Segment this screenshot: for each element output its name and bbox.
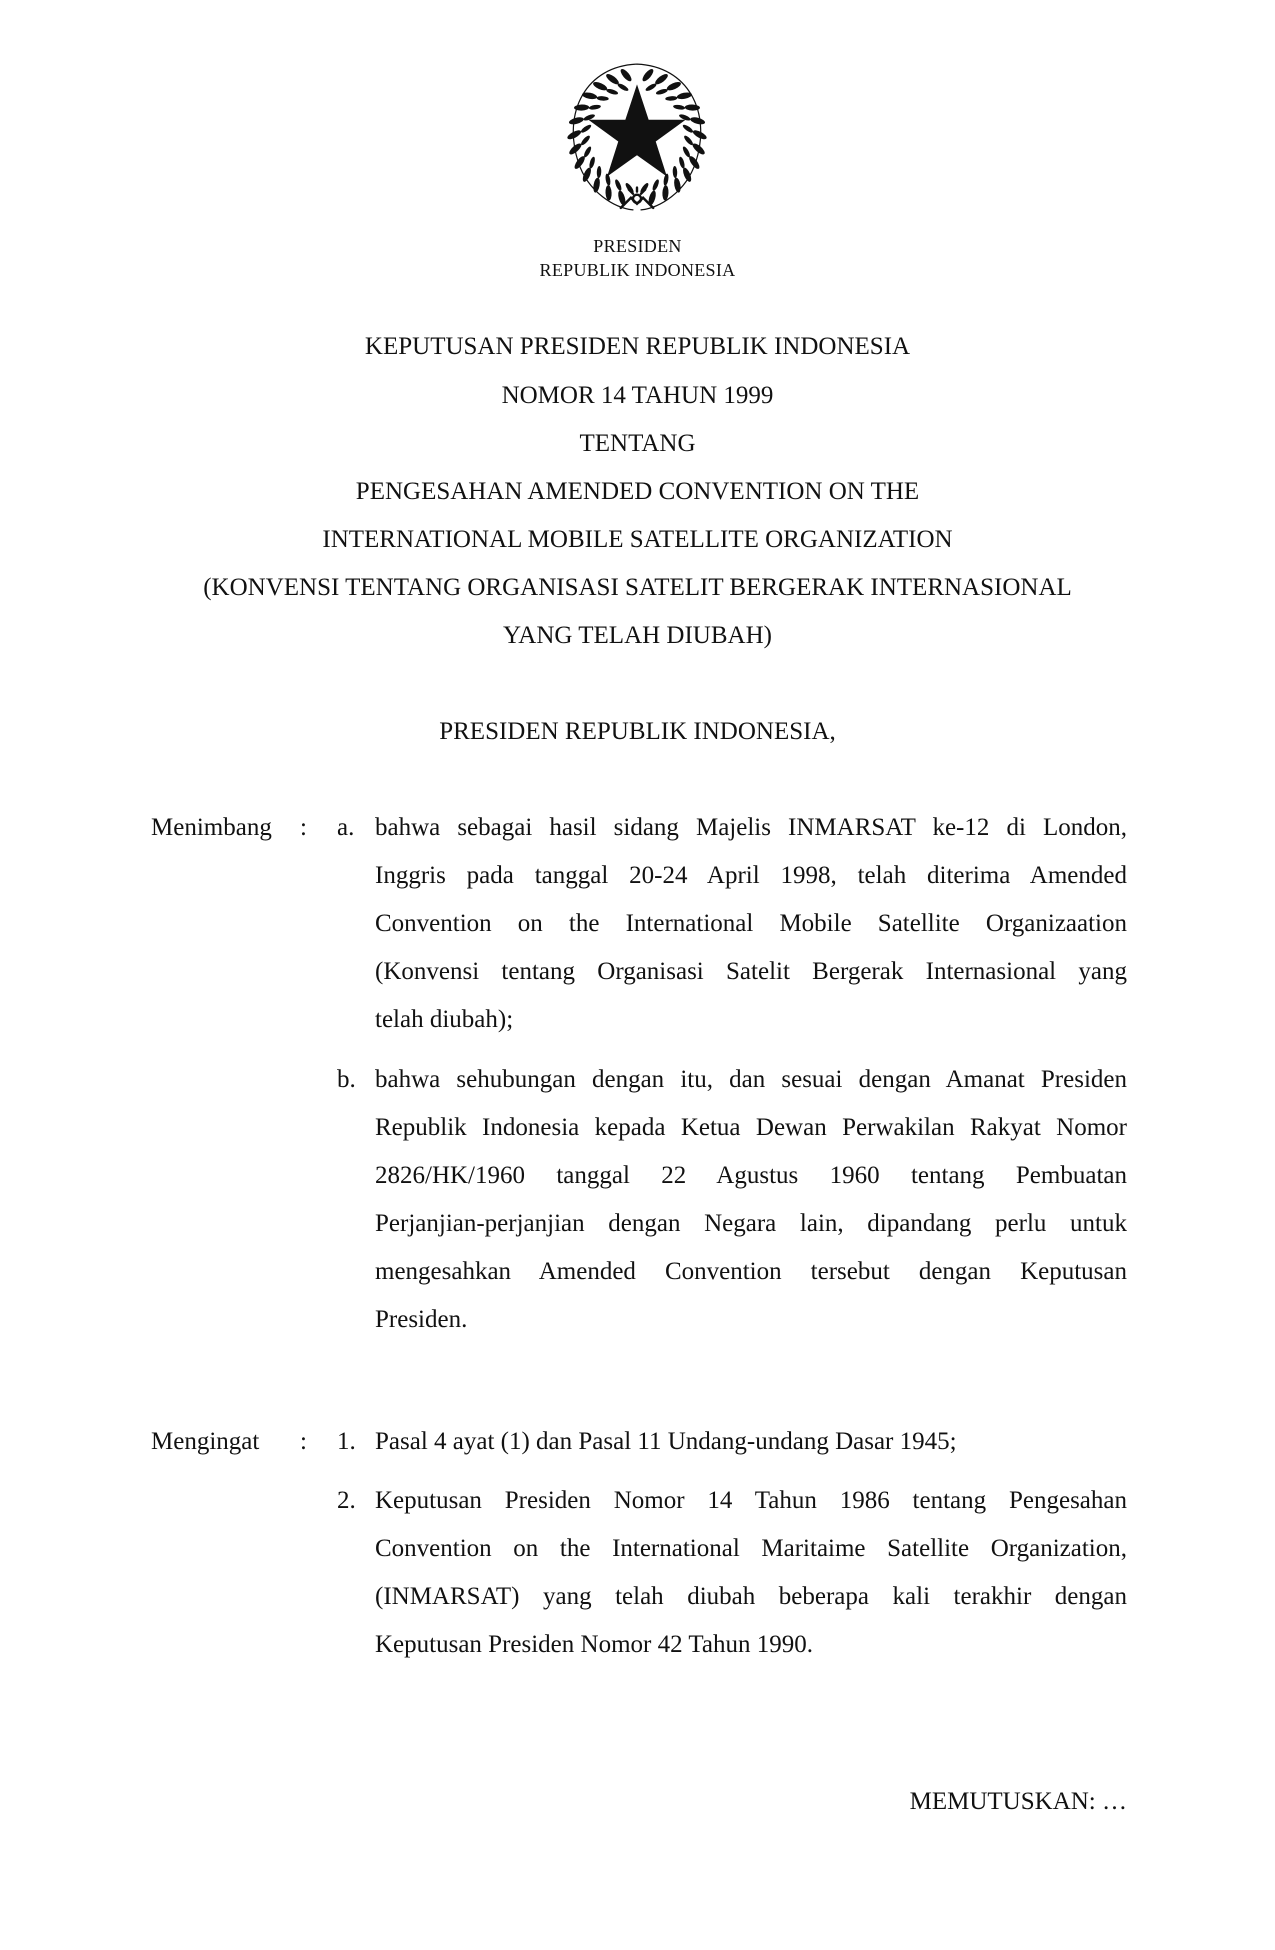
memutuskan-continuation: MEMUTUSKAN: … xyxy=(909,1788,1127,1815)
wreath-leaf-icon xyxy=(605,185,612,200)
document-title-line: PENGESAHAN AMENDED CONVENTION ON THE xyxy=(355,478,920,505)
presidential-seal-icon xyxy=(556,56,718,218)
wreath-leaf-icon xyxy=(619,67,633,83)
body-line: Keputusan Presiden Nomor 14 Tahun 1986 tentang Pengesahan xyxy=(375,1487,1127,1514)
wreath-leaf-icon xyxy=(605,72,621,86)
wreath-leaf-icon xyxy=(568,116,584,126)
wreath-leaf-icon xyxy=(666,80,682,92)
body-line: bahwa sebagai hasil sidang Majelis INMARSAT ke-12 di London, xyxy=(375,814,1127,841)
wreath-leaf-icon xyxy=(665,96,677,101)
wreath-leaf-icon xyxy=(641,67,655,83)
body-line: bahwa sehubungan dengan itu, dan sesuai dengan Amanat Presiden xyxy=(375,1066,1127,1093)
body-line: (INMARSAT) yang telah diubah beberapa kali terakhir dengan xyxy=(375,1583,1127,1610)
document-title-line: TENTANG xyxy=(579,430,696,457)
ribbon-icon xyxy=(621,188,653,208)
preamble: PRESIDEN REPUBLIK INDONESIA, xyxy=(439,718,836,745)
document-title-line: YANG TELAH DIUBAH) xyxy=(503,622,772,649)
wreath-leaf-icon xyxy=(606,88,619,96)
wreath-leaf-icon xyxy=(678,156,686,169)
list-marker: 1. xyxy=(337,1428,356,1455)
body-line: Convention on the International Mobile Satellite Organizaation xyxy=(375,910,1127,937)
wreath-leaf-icon xyxy=(588,156,596,169)
wreath-leaf-icon xyxy=(568,142,583,157)
list-marker: a. xyxy=(337,814,355,841)
wreath-leaf-icon xyxy=(691,142,706,157)
wreath-leaf-icon xyxy=(682,123,695,134)
document-title-line: INTERNATIONAL MOBILE SATELLITE ORGANIZATION xyxy=(322,526,953,553)
body-line: Convention on the International Maritaime Satellite Organization, xyxy=(375,1535,1127,1562)
list-marker: b. xyxy=(337,1066,356,1093)
wreath-leaf-icon xyxy=(672,166,677,178)
section-label: Mengingat xyxy=(151,1428,260,1455)
wreath-leaf-icon xyxy=(654,72,670,86)
wreath-leaf-icon xyxy=(596,96,608,101)
body-line: 2826/HK/1960 tanggal 22 Agustus 1960 tentang Pembuatan xyxy=(375,1162,1127,1189)
section-colon: : xyxy=(300,814,307,841)
body-line: Perjanjian-perjanjian dengan Negara lain, dipandang perlu untuk xyxy=(375,1210,1127,1237)
wreath-leaf-icon xyxy=(592,177,601,193)
document-number: NOMOR 14 TAHUN 1999 xyxy=(501,382,774,409)
list-marker: 2. xyxy=(337,1487,356,1514)
wreath-leaf-icon xyxy=(687,155,701,171)
wreath-leaf-icon xyxy=(583,145,593,158)
wreath-leaf-icon xyxy=(617,82,630,92)
wreath-leaf-icon xyxy=(673,104,686,110)
wreath-leaf-icon xyxy=(566,129,582,141)
body-line: telah diubah); xyxy=(375,1006,514,1033)
body-line: mengesahkan Amended Convention tersebut dengan Keputusan xyxy=(375,1258,1127,1285)
wreath-leaf-icon xyxy=(673,177,682,193)
wreath-leaf-icon xyxy=(589,104,602,110)
wreath-leaf-icon xyxy=(682,145,692,158)
document-title-line: (KONVENSI TENTANG ORGANISASI SATELIT BERGERAK INTERNASIONAL xyxy=(203,574,1072,601)
body-line: Pasal 4 ayat (1) dan Pasal 11 Undang-undang Dasar 1945; xyxy=(375,1428,957,1455)
wreath-leaf-icon xyxy=(690,116,706,126)
wreath-leaf-icon xyxy=(692,129,708,141)
section-colon: : xyxy=(300,1428,307,1455)
body-line: Keputusan Presiden Nomor 42 Tahun 1990. xyxy=(375,1631,814,1658)
wreath-leaf-icon xyxy=(651,179,660,192)
wreath-leaf-icon xyxy=(645,82,658,92)
wreath-leaf-icon xyxy=(596,166,601,178)
wreath-leaf-icon xyxy=(573,155,587,171)
letterhead-line-2: REPUBLIK INDONESIA xyxy=(539,260,736,280)
section-label: Menimbang xyxy=(151,814,272,841)
wreath-leaf-icon xyxy=(580,134,591,146)
wreath-leaf-icon xyxy=(614,179,623,192)
document-title-line: KEPUTUSAN PRESIDEN REPUBLIK INDONESIA xyxy=(364,333,911,360)
letterhead-line-1: PRESIDEN xyxy=(593,236,682,256)
body-line: Presiden. xyxy=(375,1306,468,1333)
wreath-leaf-icon xyxy=(662,185,669,200)
wreath-leaf-icon xyxy=(683,134,694,146)
body-line: (Konvensi tentang Organisasi Satelit Bergerak Internasional yang xyxy=(375,958,1127,985)
wreath-leaf-icon xyxy=(580,123,593,134)
wreath-leaf-icon xyxy=(592,80,608,92)
body-line: Republik Indonesia kepada Ketua Dewan Perwakilan Rakyat Nomor xyxy=(375,1114,1127,1141)
body-line: Inggris pada tanggal 20-24 April 1998, telah diterima Amended xyxy=(375,862,1127,889)
wreath-leaf-icon xyxy=(655,88,668,96)
